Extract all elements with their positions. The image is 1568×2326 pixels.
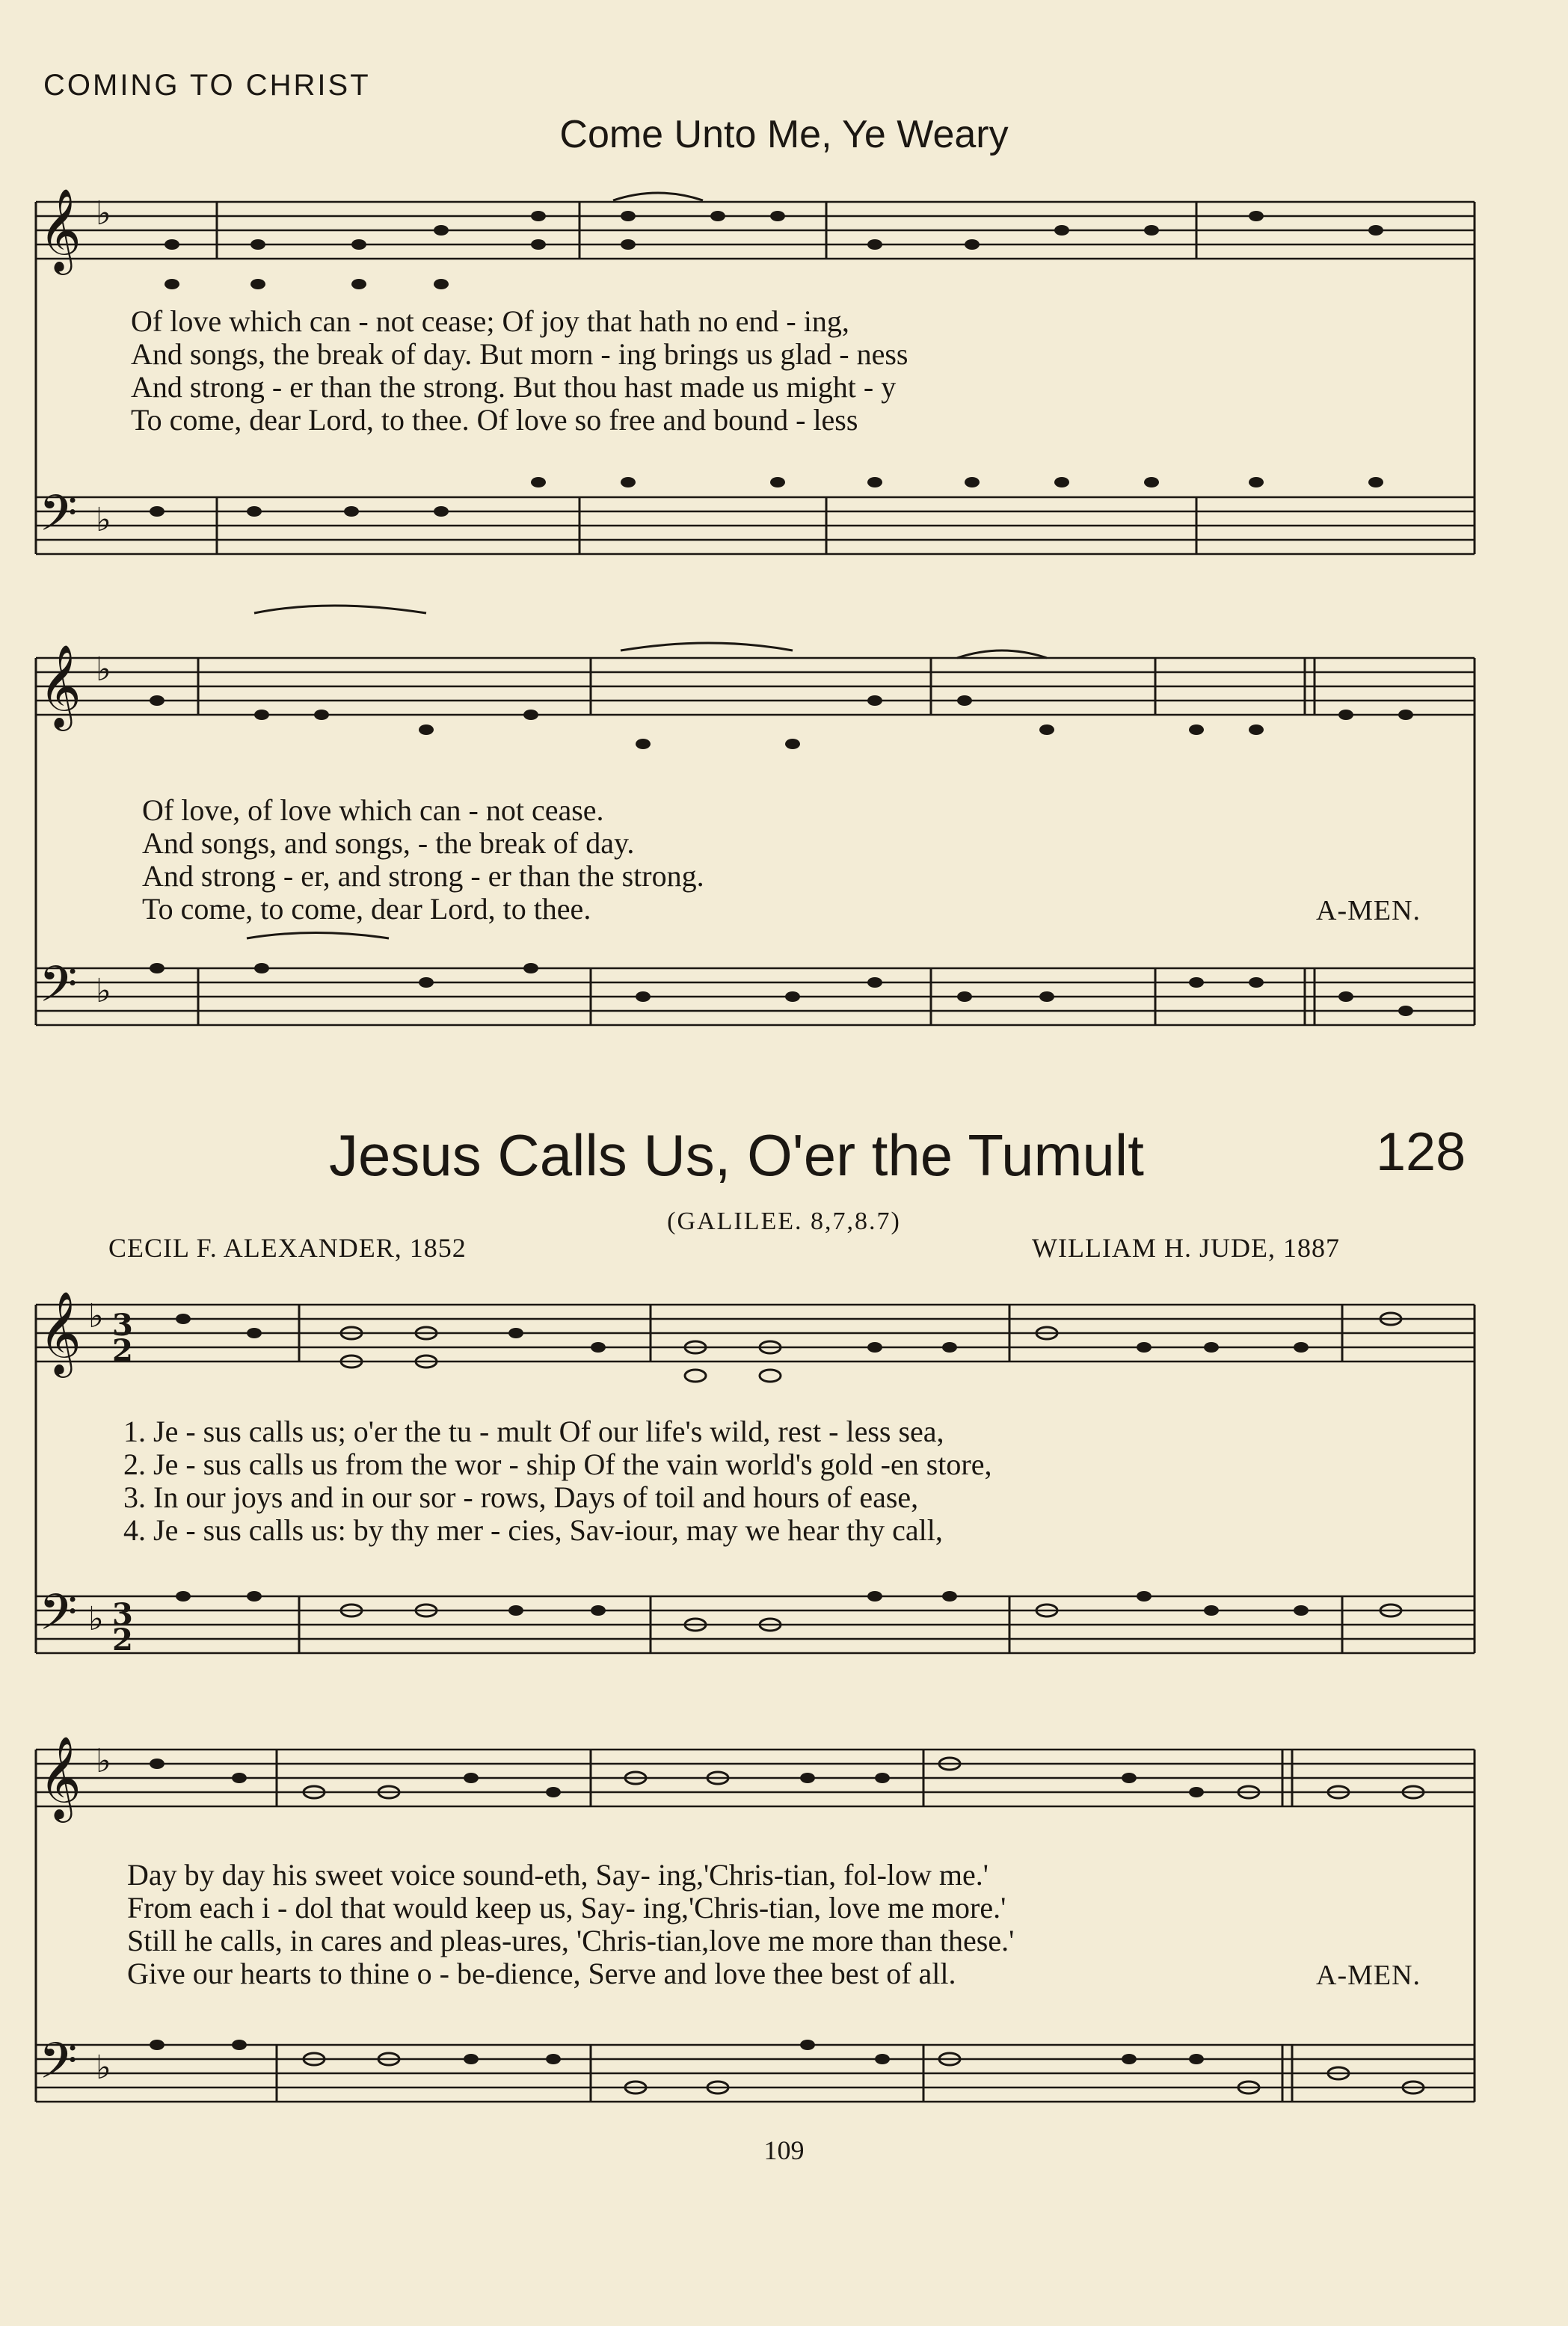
h1-amen: A-MEN. bbox=[1316, 895, 1421, 926]
svg-text:𝄢: 𝄢 bbox=[39, 484, 78, 554]
h1-s1-verse2: And songs, the break of day. But morn - ing brings us glad - ness bbox=[131, 337, 908, 371]
h1-s1-treble bbox=[36, 202, 1475, 259]
svg-text:𝄢: 𝄢 bbox=[39, 2032, 78, 2102]
svg-text:𝄢: 𝄢 bbox=[39, 956, 78, 1025]
svg-text:3: 3 bbox=[112, 1597, 133, 1632]
svg-text:♭: ♭ bbox=[96, 650, 111, 689]
svg-text:𝄞: 𝄞 bbox=[39, 644, 82, 727]
key-signatures bbox=[88, 194, 133, 2087]
svg-text:𝄢: 𝄢 bbox=[39, 1584, 78, 1653]
hymn2-tune: (GALILEE. 8,7,8.7) bbox=[667, 1207, 901, 1235]
h2-s1-verse4: 4. Je - sus calls us: by thy mer - cies, Sav-iour, may we hear thy call, bbox=[123, 1513, 943, 1547]
hymn2-number: 128 bbox=[1376, 1122, 1466, 1182]
svg-text:𝄞: 𝄞 bbox=[39, 1735, 82, 1819]
hymn1-title: Come Unto Me, Ye Weary bbox=[559, 113, 1009, 156]
h1-s2-bass bbox=[36, 968, 1475, 1025]
clefs bbox=[39, 188, 82, 2102]
svg-text:♭: ♭ bbox=[96, 2049, 111, 2087]
h2-s2-verse3: Still he calls, in cares and pleas-ures, 'Chris-tian,love me more than these.' bbox=[127, 1924, 1015, 1957]
h1-s1-verse4: To come, dear Lord, to thee. Of love so free and bound - less bbox=[131, 403, 858, 437]
h1-s1-verse1: Of love which can - not cease; Of joy that hath no end - ing, bbox=[131, 304, 849, 338]
hymn2-composer: WILLIAM H. JUDE, 1887 bbox=[1032, 1233, 1340, 1263]
h1-s2-verse4: To come, to come, dear Lord, to thee. bbox=[142, 892, 591, 926]
h2-s1-verse2: 2. Je - sus calls us from the wor - ship Of the vain world's gold -en store, bbox=[123, 1447, 992, 1481]
svg-text:𝄞: 𝄞 bbox=[39, 188, 82, 271]
section-heading: COMING TO CHRIST bbox=[43, 69, 371, 102]
h2-s1-verse3: 3. In our joys and in our sor - rows, Days of toil and hours of ease, bbox=[123, 1480, 919, 1514]
h2-s2-verse4: Give our hearts to thine o - be-dience, Serve and love thee best of all. bbox=[127, 1957, 956, 1990]
page-number: 109 bbox=[763, 2135, 805, 2165]
h2-s1-verse1: 1. Je - sus calls us; o'er the tu - mult Of our life's wild, rest - less sea, bbox=[123, 1415, 944, 1448]
h2-s2-bass bbox=[36, 2045, 1475, 2102]
hymn2-author: CECIL F. ALEXANDER, 1852 bbox=[108, 1233, 467, 1263]
h2-s2-verse1: Day by day his sweet voice sound-eth, Say- ing,'Chris-tian, fol-low me.' bbox=[127, 1858, 989, 1892]
svg-text:♭: ♭ bbox=[96, 501, 111, 539]
h1-s1-bass bbox=[36, 497, 1475, 554]
h2-s1-bass bbox=[36, 1596, 1475, 1653]
svg-text:♭: ♭ bbox=[96, 972, 111, 1010]
h2-s2-verse2: From each i - dol that would keep us, Say- ing,'Chris-tian, love me more.' bbox=[127, 1891, 1006, 1925]
svg-text:♭: ♭ bbox=[88, 1600, 104, 1638]
svg-text:𝄞: 𝄞 bbox=[39, 1290, 82, 1374]
h1-s2-verse3: And strong - er, and strong - er than the strong. bbox=[142, 859, 704, 893]
h1-s2-verse2: And songs, and songs, - the break of day. bbox=[142, 826, 635, 860]
h1-s2-treble bbox=[36, 658, 1475, 715]
svg-text:3: 3 bbox=[112, 1308, 133, 1343]
h1-s1-verse3: And strong - er than the strong. But thou hast made us might - y bbox=[131, 370, 897, 404]
h2-amen: A-MEN. bbox=[1316, 1960, 1421, 1991]
svg-text:♭: ♭ bbox=[88, 1297, 104, 1335]
svg-text:♭: ♭ bbox=[96, 1742, 111, 1780]
svg-text:2: 2 bbox=[112, 1333, 133, 1368]
hymn2-title: Jesus Calls Us, O'er the Tumult bbox=[329, 1122, 1144, 1188]
h1-s2-verse1: Of love, of love which can - not cease. bbox=[142, 793, 604, 827]
svg-text:2: 2 bbox=[112, 1622, 133, 1658]
h2-s2-treble bbox=[36, 1750, 1475, 1806]
svg-text:♭: ♭ bbox=[96, 194, 111, 233]
